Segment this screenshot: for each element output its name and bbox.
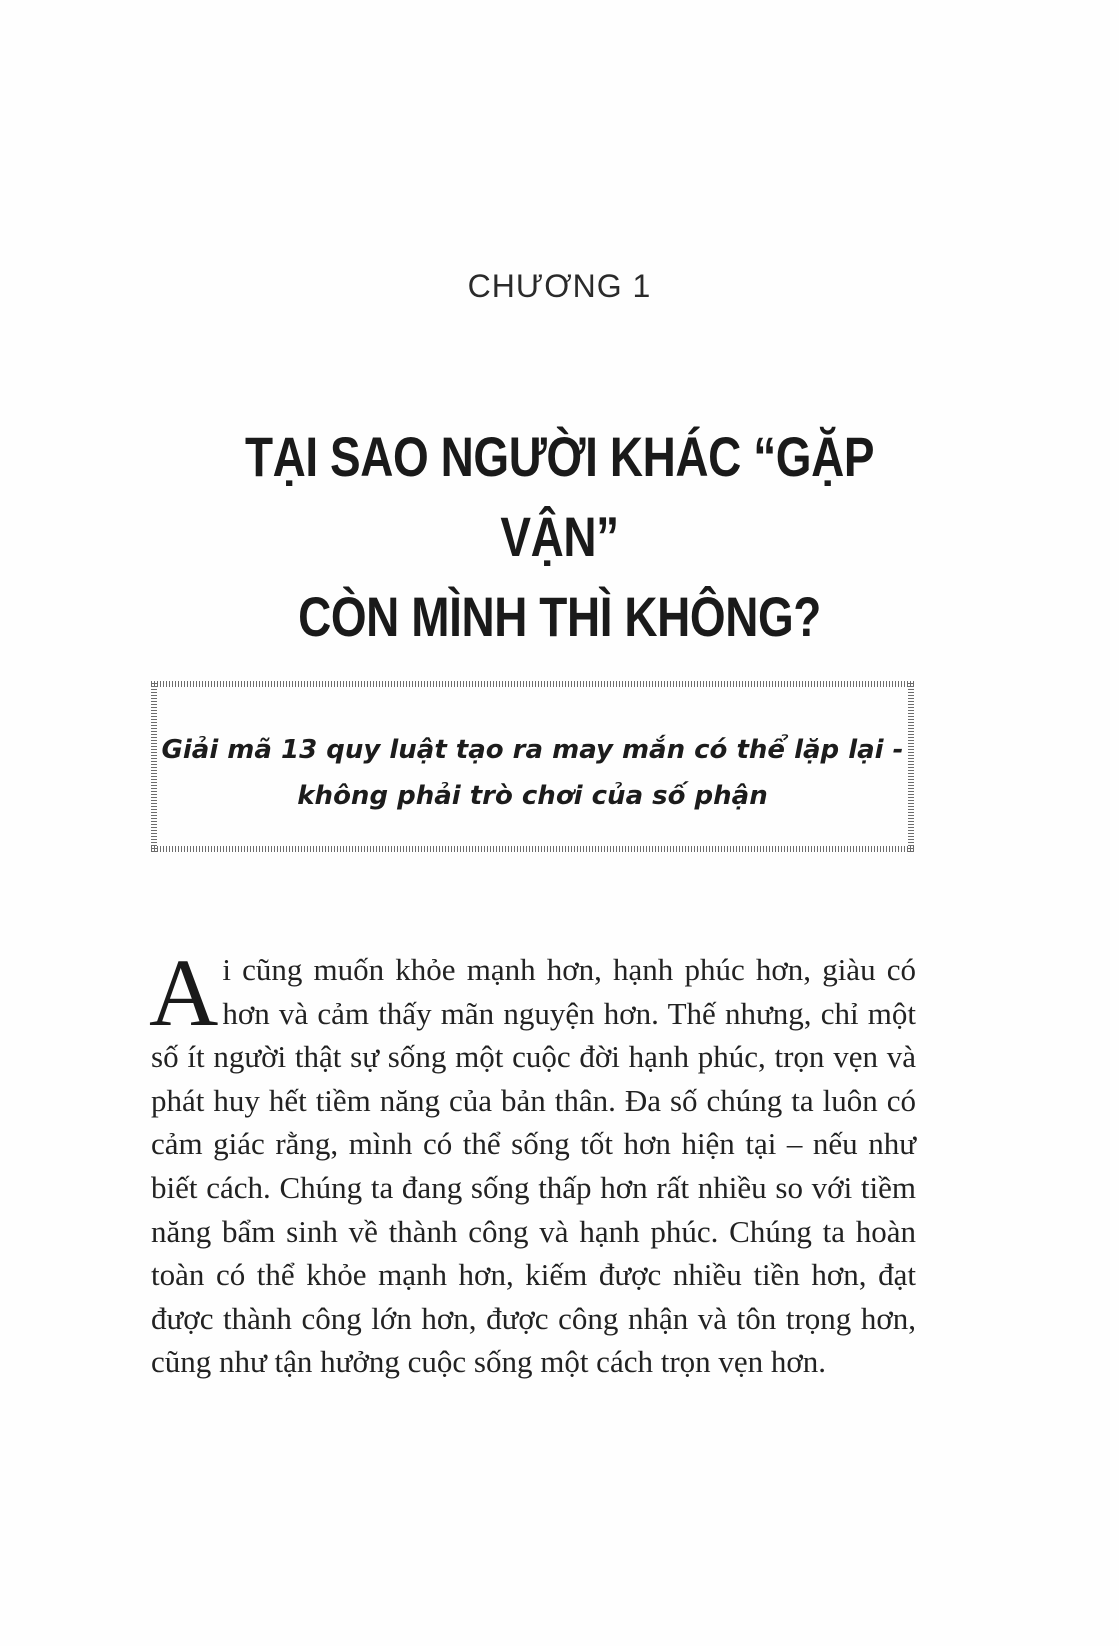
chapter-title-line-2: CÒN MÌNH THÌ KHÔNG? [298,585,821,648]
subtitle-box [151,681,914,852]
chapter-label: CHƯƠNG 1 [467,268,652,304]
box-border-top [151,681,914,687]
box-border-bottom [151,846,914,852]
body-text: i cũng muốn khỏe mạnh hơn, hạnh phúc hơn, giàu có hơn và cảm thấy mãn nguyện hơn. Thế nhưng, chỉ một số ít người thật sự sống một cuộc đời hạnh phúc, trọn vẹn và phát huy hết tiềm năng của bản thân. Đa số chúng ta luôn có cảm giác rằng, mình có thể sống tốt hơn hiện tại – nếu như biết cách. Chúng ta đang sống thấp hơn rất nhiều so với tiềm năng bẩm sinh về thành công và hạnh phúc. Chúng ta hoàn toàn có thể khỏe mạnh hơn, kiếm được nhiều tiền hơn, đạt được thành công lớn hơn, được công nhận và tôn trọng hơn, cũng như tận hưởng cuộc sống một cách trọn vẹn hơn. [151,952,916,1380]
chapter-title [199,417,920,657]
box-border-right [908,681,914,852]
chapter-subtitle [161,727,904,819]
body-paragraph [149,939,916,1384]
subtitle-line-1: Giải mã 13 quy luật tạo ra may mắn có thể lặp lại - [161,735,904,765]
chapter-title-line-1: TẠI SAO NGƯỜI KHÁC “GẶP VẬN” [244,425,875,568]
drop-cap: A [149,939,219,1046]
box-border-left [151,681,157,852]
subtitle-line-2: không phải trò chơi của số phận [297,781,768,811]
